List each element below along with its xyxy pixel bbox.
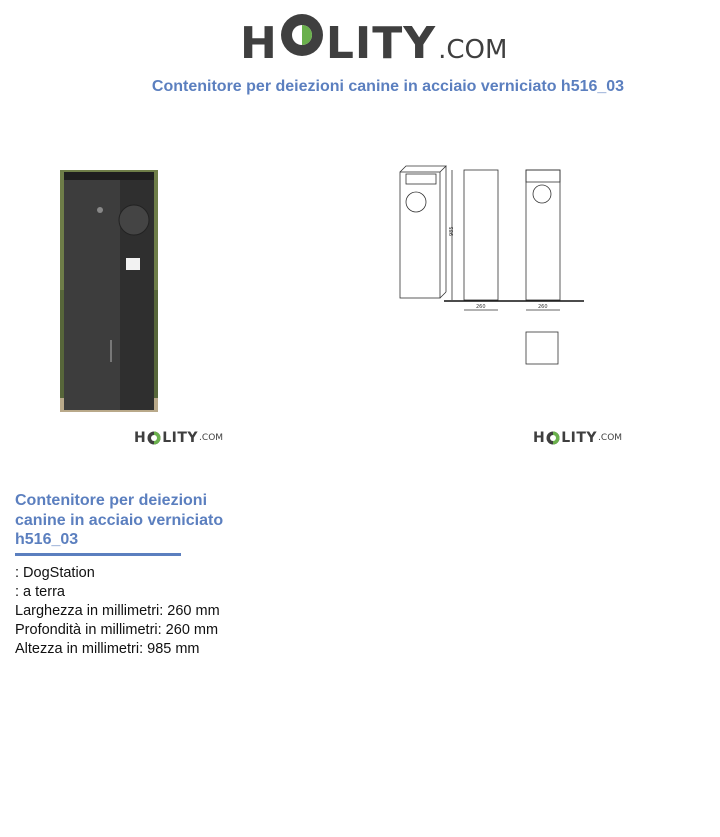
logo-text-h: H	[240, 18, 278, 69]
product-title: Contenitore per deiezioni canine in acciaio verniciato h516_03	[15, 492, 224, 548]
watermark-text-h: H	[533, 430, 546, 446]
drawing-watermark-logo	[533, 430, 622, 446]
title-underline	[15, 553, 181, 556]
product-photo[interactable]	[60, 170, 158, 412]
spec-line-series: : DogStation	[15, 565, 95, 581]
spec-line-installation: : a terra	[15, 584, 65, 600]
drawing-label-height: 985	[449, 226, 455, 236]
logo-o-icon	[546, 431, 560, 445]
logo-text-lity: LITY	[325, 18, 437, 69]
page-title: Contenitore per deiezioni canine in acciaio verniciato h516_03	[151, 78, 625, 95]
spec-line-height: Altezza in millimetri: 985 mm	[15, 641, 200, 657]
technical-drawing[interactable]	[392, 162, 592, 374]
spec-line-width: Larghezza in millimetri: 260 mm	[15, 603, 220, 619]
logo-o-icon	[147, 431, 161, 445]
drawing-label-width-side: 260	[538, 304, 548, 310]
logo-text-com: .COM	[438, 35, 508, 65]
logo-o-icon	[279, 12, 325, 58]
watermark-text-h: H	[134, 430, 147, 446]
watermark-text-com: .COM	[199, 433, 224, 443]
watermark-text-lity: LITY	[162, 430, 199, 446]
site-logo[interactable]	[240, 12, 507, 68]
watermark-text-lity: LITY	[561, 430, 598, 446]
product-specs	[15, 564, 220, 659]
drawing-label-width-front: 260	[476, 304, 486, 310]
spec-line-depth: Profondità in millimetri: 260 mm	[15, 622, 219, 638]
watermark-text-com: .COM	[598, 433, 623, 443]
photo-watermark-logo	[134, 430, 223, 446]
